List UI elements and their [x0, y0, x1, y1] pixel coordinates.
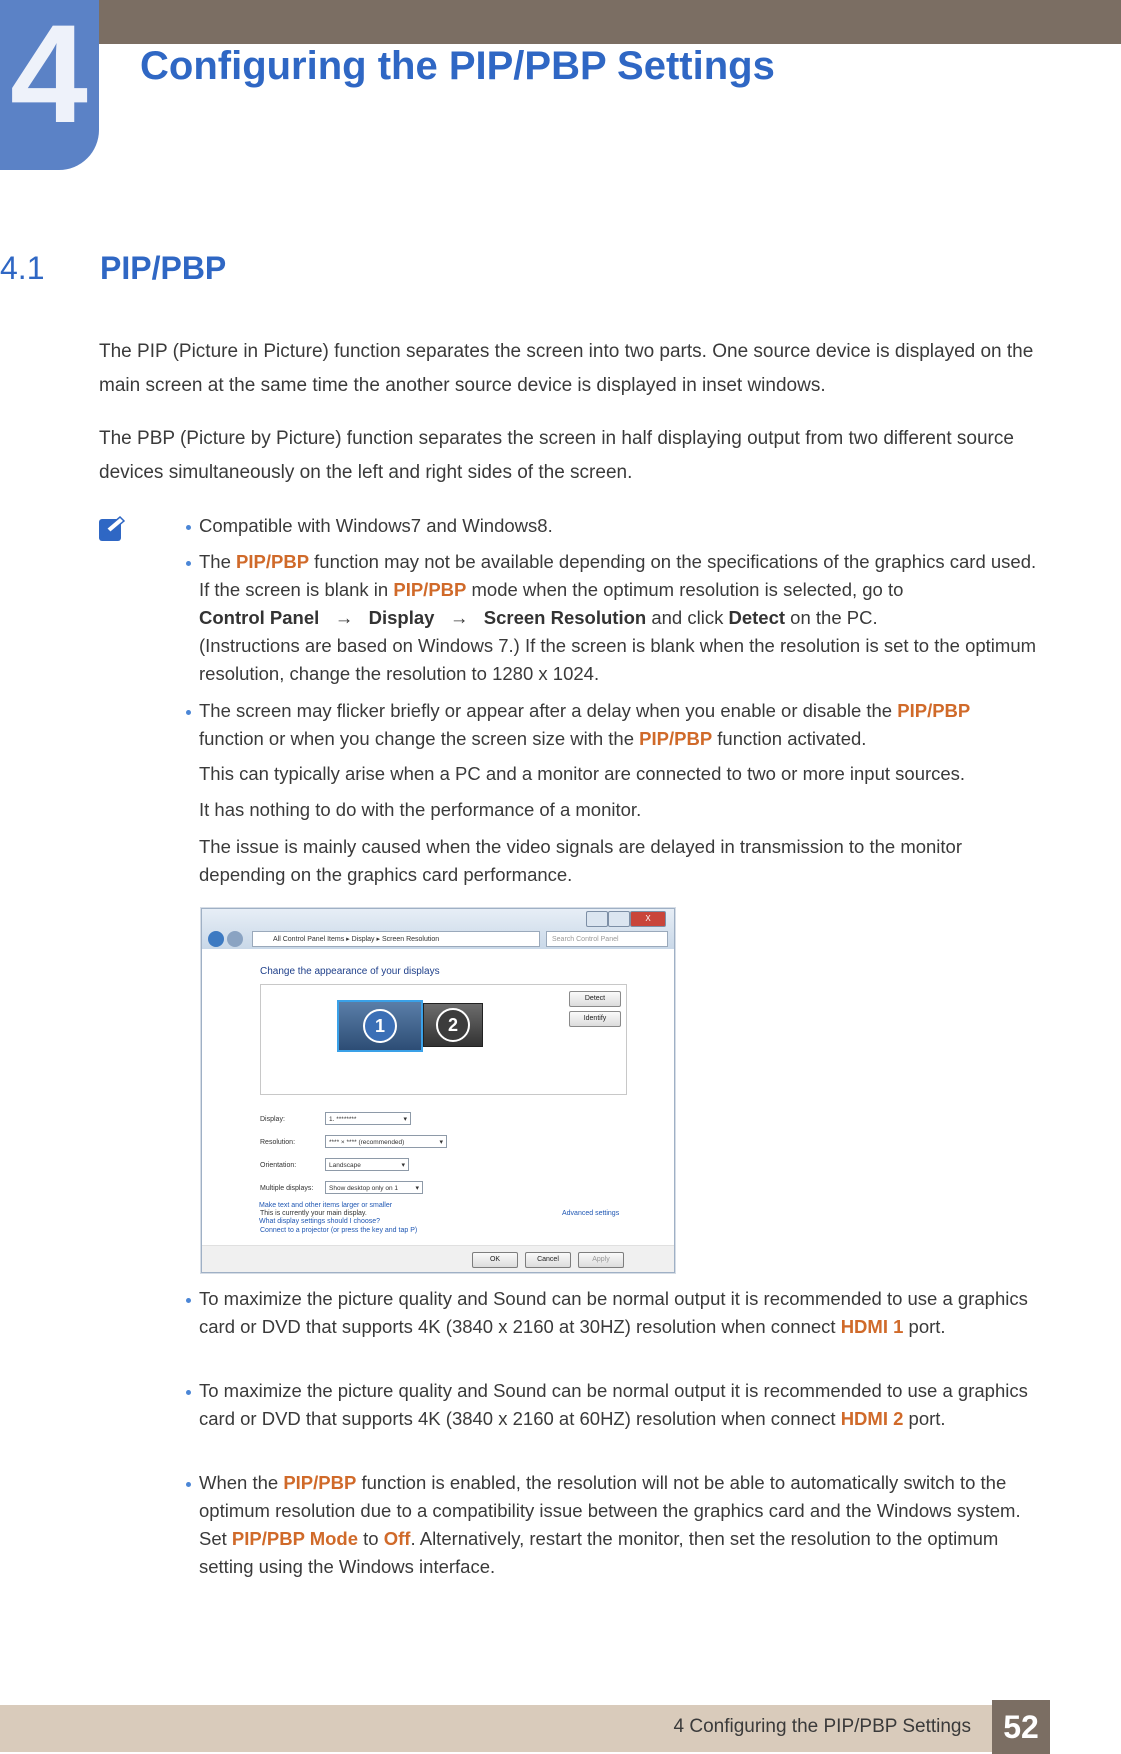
bullet-dot — [186, 525, 191, 530]
monitor-arrangement — [260, 984, 627, 1095]
bullet-dot — [186, 1390, 191, 1395]
note-item-flicker: The screen may flicker briefly or appear after a delay when you enable or disable the PIP/PBP function or when you change the screen size with the PIP/PBP function activated. — [199, 697, 1039, 753]
maximize-icon — [608, 911, 630, 927]
address-bar: All Control Panel Items ▸ Display ▸ Screen Resolution — [252, 931, 540, 947]
chapter-number: 4 — [10, 0, 88, 152]
multiple-displays-label: Multiple displays: — [260, 1185, 314, 1192]
section-title: PIP/PBP — [100, 250, 227, 286]
orientation-label: Orientation: — [260, 1162, 297, 1169]
note-item-availability: The PIP/PBP function may not be available depending on the specifications of the graphics card used. If the screen is blank in PIP/PBP mode when the optimum resolution is selected, go to Control Panel → Display → Screen Resolution and click Detect on the PC. (Instructions are based on Windows 7.) If the screen is blank when the resolution is set to the optimum resolution, change the resolution to 1280 x 1024. — [199, 548, 1039, 688]
bullet-dot — [186, 1298, 191, 1303]
intro-paragraph-pbp: The PBP (Picture by Picture) function separates the screen in half displaying output from two different source devices simultaneously on the left and right sides of the screen. — [99, 428, 1014, 483]
intro-paragraph-pip: The PIP (Picture in Picture) function separates the screen into two parts. One source device is displayed on the main screen at the same time the another source device is displayed in inset windows. — [99, 341, 1034, 396]
resolution-select: **** × **** (recommended) ▾ — [325, 1135, 447, 1148]
note-item-compatibility: Compatible with Windows7 and Windows8. — [199, 512, 1039, 540]
cancel-button: Cancel — [525, 1252, 571, 1268]
orientation-select: Landscape ▾ — [325, 1158, 409, 1171]
monitor-2: 2 — [423, 1003, 483, 1047]
back-icon — [208, 931, 224, 947]
footer-chapter-title: 4 Configuring the PIP/PBP Settings — [673, 1716, 971, 1737]
bullet-dot — [186, 561, 191, 566]
display-settings-link: What display settings should I choose? — [259, 1218, 381, 1225]
main-display-text: This is currently your main display. — [260, 1210, 367, 1217]
resolution-label: Resolution: — [260, 1139, 296, 1146]
text-size-link: Make text and other items larger or smaller — [259, 1202, 393, 1209]
display-label: Display: — [260, 1116, 285, 1123]
advanced-settings-link: Advanced settings — [562, 1210, 620, 1217]
bullet-dot — [186, 710, 191, 715]
ok-button: OK — [472, 1252, 518, 1268]
monitor-1: 1 — [337, 1000, 423, 1052]
page-number: 52 — [992, 1700, 1050, 1754]
search-box: Search Control Panel — [546, 931, 668, 947]
section-number: 4.1 — [0, 250, 45, 286]
flicker-detail-3: The issue is mainly caused when the video signals are delayed in transmission to the monitor depending on the graphics card performance. — [199, 836, 963, 885]
window-title-bar — [202, 909, 674, 949]
top-bar — [0, 0, 1121, 44]
minimize-icon — [586, 911, 608, 927]
screenshot-footer — [202, 1245, 674, 1273]
apply-button: Apply — [578, 1252, 624, 1268]
identify-button: Identify — [569, 1011, 621, 1027]
multiple-displays-select: Show desktop only on 1 ▾ — [325, 1181, 423, 1194]
chapter-tab — [0, 0, 99, 170]
note-icon — [98, 514, 128, 544]
flicker-detail-1: This can typically arise when a PC and a monitor are connected to two or more input sources. — [199, 763, 966, 784]
close-icon: X — [630, 911, 666, 927]
projector-link: Connect to a projector (or press the key and tap P) — [260, 1227, 418, 1234]
note-item-hdmi2: To maximize the picture quality and Sound can be normal output it is recommended to use a graphics card or DVD that supports 4K (3840 x 2160 at 60HZ) resolution when connect HDMI 2 port. — [199, 1377, 1039, 1433]
bullet-dot — [186, 1482, 191, 1487]
forward-icon — [227, 931, 243, 947]
detect-button: Detect — [569, 991, 621, 1007]
note-item-resolution: When the PIP/PBP function is enabled, the resolution will not be able to automatically switch to the optimum resolution due to a compatibility issue between the graphics card and the Windows system. Set PIP/PBP Mode to Off. Alternatively, restart the monitor, then set the resolution to the optimum setting using the Windows interface. — [199, 1469, 1039, 1581]
display-select: 1. ******** ▾ — [325, 1112, 411, 1125]
chapter-title: Configuring the PIP/PBP Settings — [140, 44, 775, 88]
flicker-detail-2: It has nothing to do with the performance of a monitor. — [199, 799, 642, 820]
note-item-hdmi1: To maximize the picture quality and Sound can be normal output it is recommended to use a graphics card or DVD that supports 4K (3840 x 2160 at 30HZ) resolution when connect HDMI 1 port. — [199, 1285, 1039, 1341]
screenshot-heading: Change the appearance of your displays — [260, 966, 440, 977]
